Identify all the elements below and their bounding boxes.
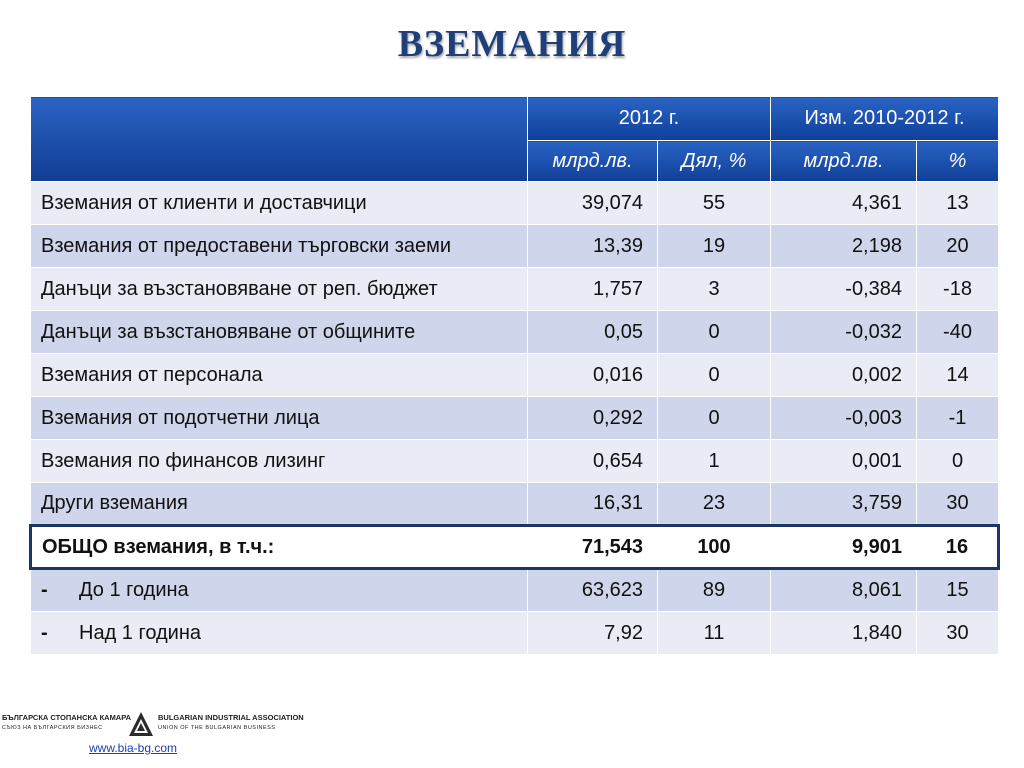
bia-logo — [2, 711, 304, 739]
change-value-cell: 0,002 — [771, 354, 917, 397]
header-2012: 2012 г. — [528, 97, 771, 141]
value-2012-cell: 13,39 — [528, 225, 658, 268]
change-percent-cell: -1 — [917, 397, 999, 440]
website-link[interactable]: www.bia-bg.com — [89, 741, 178, 755]
row-label-text: Вземания по финансов лизинг — [41, 449, 326, 472]
table-row — [31, 182, 999, 225]
bullet-dash: - — [41, 621, 48, 644]
subheader-change-percent: % — [917, 141, 999, 182]
row-label — [31, 440, 528, 483]
change-percent-cell: -40 — [917, 311, 999, 354]
change-percent-cell: 0 — [917, 440, 999, 483]
change-percent-cell: 15 — [917, 569, 999, 612]
change-percent-cell: 16 — [917, 526, 999, 569]
row-label-text: Други вземания — [41, 492, 188, 514]
table-row — [31, 225, 999, 268]
row-label-text: Над 1 година — [79, 621, 202, 644]
table-row — [31, 268, 999, 311]
header-change: Изм. 2010-2012 г. — [771, 97, 999, 141]
change-value-cell: -0,384 — [771, 268, 917, 311]
subheader-change-bn-lev: млрд.лв. — [771, 141, 917, 182]
change-value-cell: 0,001 — [771, 440, 917, 483]
table-row — [31, 612, 999, 655]
value-2012-cell: 63,623 — [528, 569, 658, 612]
logo-text-bg: БЪЛГАРСКА СТОПАНСКА КАМАРА СЪЮЗ НА БЪЛГАРСКИЯ БИЗНЕС — [2, 713, 131, 731]
row-label — [31, 483, 528, 526]
row-label-text: До 1 година — [79, 579, 189, 601]
row-label — [31, 612, 528, 655]
table-row — [31, 354, 999, 397]
table-row — [31, 483, 999, 526]
share-2012-cell: 1 — [658, 440, 771, 483]
value-2012-cell: 0,016 — [528, 354, 658, 397]
change-percent-cell: 30 — [917, 612, 999, 655]
row-label-text: Вземания от персонала — [41, 363, 263, 386]
row-label — [31, 311, 528, 354]
share-2012-cell: 23 — [658, 483, 771, 526]
table-row — [31, 397, 999, 440]
value-2012-cell: 1,757 — [528, 268, 658, 311]
change-value-cell: -0,032 — [771, 311, 917, 354]
row-label-text: Вземания от клиенти и доставчици — [41, 191, 367, 214]
change-percent-cell: 14 — [917, 354, 999, 397]
change-value-cell: -0,003 — [771, 397, 917, 440]
value-2012-cell: 16,31 — [528, 483, 658, 526]
table-row — [31, 569, 999, 612]
share-2012-cell: 55 — [658, 182, 771, 225]
row-label — [31, 268, 528, 311]
bia-emblem-icon — [128, 711, 154, 737]
share-2012-cell: 89 — [658, 569, 771, 612]
row-label-text: Данъци за възстановяване от реп. бюджет — [41, 277, 438, 300]
value-2012-cell: 0,292 — [528, 397, 658, 440]
value-2012-cell: 0,05 — [528, 311, 658, 354]
share-2012-cell: 0 — [658, 397, 771, 440]
value-2012-cell: 39,074 — [528, 182, 658, 225]
row-label — [31, 569, 528, 612]
row-label-text: Данъци за възстановяване от общините — [41, 320, 416, 343]
total-row — [31, 526, 999, 569]
row-label — [31, 397, 528, 440]
row-label — [31, 526, 528, 569]
change-value-cell: 4,361 — [771, 182, 917, 225]
table-row — [31, 311, 999, 354]
row-label — [31, 182, 528, 225]
row-label — [31, 354, 528, 397]
share-2012-cell: 19 — [658, 225, 771, 268]
logo-text-en: BULGARIAN INDUSTRIAL ASSOCIATION UNION OF THE BULGARIAN BUSINESS — [158, 713, 304, 731]
share-2012-cell: 0 — [658, 354, 771, 397]
change-percent-cell: 30 — [917, 483, 999, 526]
value-2012-cell: 71,543 — [528, 526, 658, 569]
row-label-text: Вземания от подотчетни лица — [41, 406, 320, 429]
page-title: ВЗЕМАНИЯ — [397, 23, 627, 65]
row-label-text: Вземания от предоставени търговски заеми — [41, 234, 452, 257]
corner-header-cell — [31, 97, 528, 182]
change-value-cell: 1,840 — [771, 612, 917, 655]
subheader-bn-lev: млрд.лв. — [528, 141, 658, 182]
change-percent-cell: 20 — [917, 225, 999, 268]
receivables-table — [29, 96, 1000, 655]
change-percent-cell: -18 — [917, 268, 999, 311]
subheader-share: Дял, % — [658, 141, 771, 182]
bullet-dash: - — [41, 579, 48, 601]
change-value-cell: 2,198 — [771, 225, 917, 268]
change-value-cell: 9,901 — [771, 526, 917, 569]
value-2012-cell: 7,92 — [528, 612, 658, 655]
value-2012-cell: 0,654 — [528, 440, 658, 483]
change-value-cell: 3,759 — [771, 483, 917, 526]
row-label-text: ОБЩО вземания, в т.ч.: — [42, 535, 275, 558]
share-2012-cell: 0 — [658, 311, 771, 354]
change-value-cell: 8,061 — [771, 569, 917, 612]
share-2012-cell: 11 — [658, 612, 771, 655]
table-row — [31, 440, 999, 483]
row-label — [31, 225, 528, 268]
share-2012-cell: 3 — [658, 268, 771, 311]
share-2012-cell: 100 — [658, 526, 771, 569]
change-percent-cell: 13 — [917, 182, 999, 225]
